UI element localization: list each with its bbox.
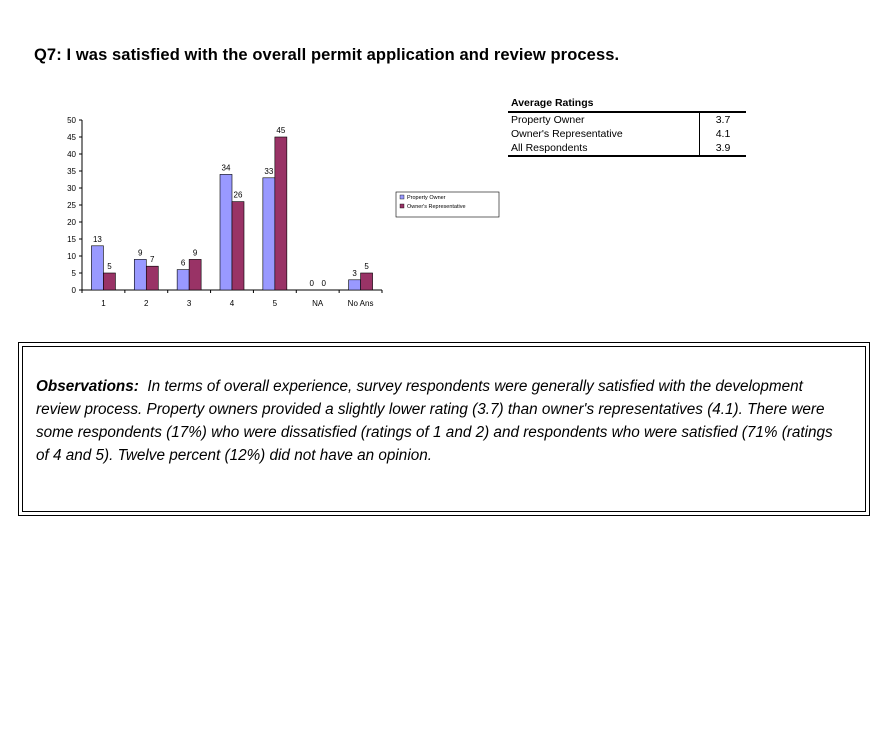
data-label: 34 — [221, 163, 231, 173]
data-label: 5 — [364, 262, 369, 271]
bar — [189, 259, 201, 290]
average-ratings-table — [508, 96, 746, 157]
x-tick-label: NA — [312, 299, 324, 308]
ratings-row-label: All Respondents — [508, 141, 700, 156]
ratings-row-value: 4.1 — [700, 127, 747, 141]
ratings-row — [508, 113, 746, 127]
observations-paragraph — [36, 375, 836, 467]
bar — [134, 259, 146, 290]
bar — [103, 273, 115, 290]
y-tick-label: 5 — [71, 269, 76, 278]
bar — [232, 202, 244, 290]
y-tick-label: 45 — [67, 133, 76, 142]
y-tick-label: 35 — [67, 167, 76, 176]
data-label: 13 — [92, 234, 102, 244]
ratings-row-value: 3.9 — [700, 141, 747, 156]
y-tick-label: 20 — [67, 218, 76, 227]
data-label: 33 — [264, 166, 274, 176]
data-label: 26 — [233, 190, 243, 200]
data-label: 0 — [321, 279, 326, 288]
y-tick-label: 50 — [67, 116, 76, 125]
bar — [91, 246, 103, 290]
data-label: 3 — [352, 268, 357, 278]
ratings-row — [508, 141, 746, 156]
ratings-row — [508, 127, 746, 141]
bar — [146, 266, 158, 290]
data-label: 5 — [107, 262, 112, 271]
y-tick-label: 10 — [67, 252, 76, 261]
y-tick-label: 25 — [67, 201, 76, 210]
x-tick-label: No Ans — [347, 299, 374, 308]
y-tick-label: 0 — [71, 286, 76, 295]
data-label: 45 — [276, 126, 286, 135]
ratings-row-value: 3.7 — [700, 113, 747, 127]
data-label: 0 — [309, 279, 314, 288]
data-label: 6 — [180, 258, 186, 268]
bar — [177, 270, 189, 290]
legend-swatch — [400, 195, 404, 199]
ratings-bar-chart — [52, 110, 512, 320]
x-tick-label: 5 — [272, 299, 278, 308]
x-tick-label: 1 — [101, 299, 106, 308]
observations-inner-border — [22, 346, 866, 512]
data-label: 9 — [138, 248, 143, 258]
bar — [263, 178, 275, 290]
bar — [361, 273, 373, 290]
legend-swatch — [400, 204, 404, 208]
average-ratings-title: Average Ratings — [508, 96, 746, 113]
observations-box — [18, 342, 870, 516]
bar — [220, 174, 232, 290]
bar — [275, 137, 287, 290]
data-label: 7 — [150, 255, 155, 265]
question-title: Q7: I was satisfied with the overall permit application and review process. — [34, 46, 620, 64]
y-tick-label: 15 — [67, 235, 76, 244]
x-tick-label: 2 — [144, 299, 149, 308]
legend-label: Property Owner — [407, 195, 446, 201]
y-tick-label: 30 — [67, 184, 76, 193]
ratings-row-label: Owner's Representative — [511, 128, 623, 140]
observations-label: Observations: — [36, 378, 139, 395]
legend-label: Owner's Representative — [407, 204, 466, 210]
bar — [349, 280, 361, 290]
ratings-row-label: Property Owner — [511, 114, 585, 126]
observations-text: In terms of overall experience, survey respondents were generally satisfied with the development review process. Property owners provided a slightly lower rating (3.7) than owner's representatives (4.1). There were some respondents (17%) who were dissatisfied (ratings of 1 and 2) and respondents who were satisfied (71% (ratings of 4 and 5). Twelve percent (12%) did not have an opinion. — [36, 378, 833, 464]
x-tick-label: 3 — [186, 299, 192, 308]
x-tick-label: 4 — [229, 299, 235, 308]
y-tick-label: 40 — [67, 150, 76, 159]
data-label: 9 — [192, 248, 198, 258]
